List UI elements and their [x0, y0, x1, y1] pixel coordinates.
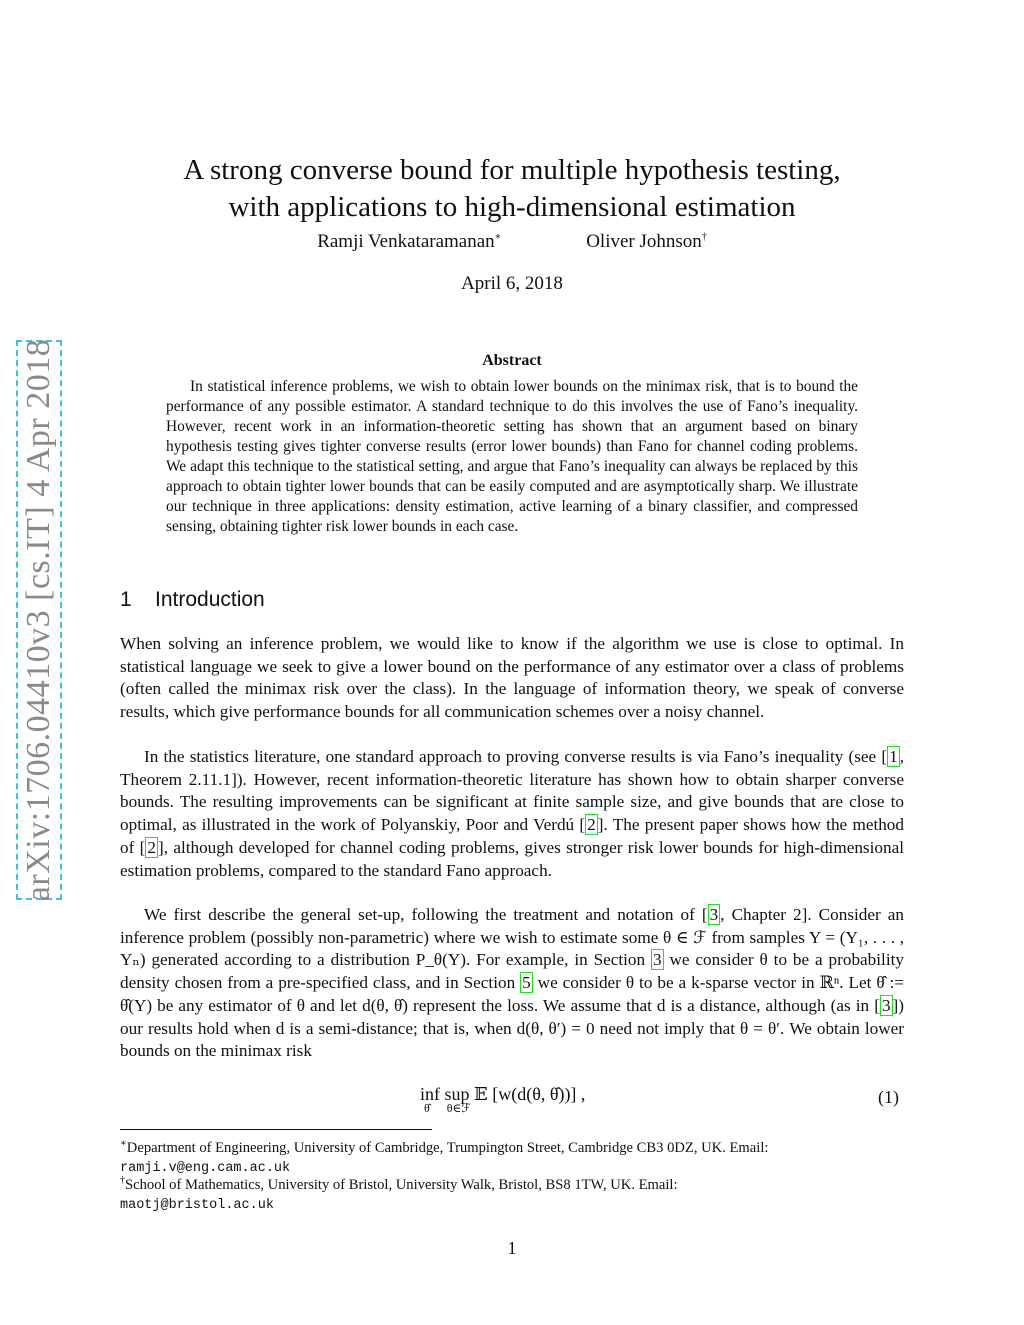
- footnote-1: ∗Department of Engineering, University of Cambridge, Trumpington Street, Cambridge CB3 0DZ, UK. Email: ramji.v@eng.cam.ac.uk: [120, 1138, 769, 1176]
- arxiv-stamp[interactable]: [16, 340, 62, 900]
- citation-link[interactable]: 3: [881, 995, 891, 1015]
- author-list: [0, 231, 1024, 253]
- title-line-2: with applications to high-dimensional estimation: [228, 191, 796, 223]
- paper-title: [0, 152, 1024, 226]
- section-ref-link[interactable]: 5: [522, 973, 531, 993]
- footnote-2: †School of Mathematics, University of Bristol, University Walk, Bristol, BS8 1TW, UK. Email: maotj@bristol.ac.uk: [120, 1175, 678, 1213]
- paragraph-2: In the statistics literature, one standard approach to proving converse results is via Fano’s inequality (see [ 1 , Theorem 2.11.1]). However, recent information-theoretic literature has shown how to obtain sharper converse bounds. The resulting improvements can be significant at finite sample size, and give bounds that are close to optimal, as illustrated in the work of Polyanskiy, Poor and Verdú [ 2 ]. The present paper shows how the method of [ 2 ], although developed for channel coding problems, gives stronger risk lower bounds for high-dimensional estimation problems, compared to the standard Fano approach.: [120, 747, 904, 880]
- section-number: 1: [120, 588, 132, 611]
- section-heading: [120, 588, 265, 612]
- equation-number: (1): [878, 1087, 899, 1107]
- citation-link[interactable]: 3: [709, 905, 719, 924]
- arxiv-stamp-text: arXiv:1706.04410v3 [cs.IT] 4 Apr 2018: [20, 338, 57, 902]
- email-link[interactable]: ramji.v@eng.cam.ac.uk: [120, 1160, 291, 1176]
- eq-sub-sup: θ∈ℱ: [446, 1101, 471, 1115]
- equation-minimax-risk: inf sup 𝔼 [w(d(θ, θ̂))] , θ̂ θ∈ℱ: [420, 1084, 586, 1115]
- publication-date: April 6, 2018: [461, 273, 563, 294]
- author-1: Ramji Venkataramanan∗: [317, 231, 502, 252]
- abstract-text: In statistical inference problems, we wish to obtain lower bounds on the minimax risk, that is to bound the performance of any possible estimator. A standard technique to do this involves the use of Fano’s inequality. However, recent work in an information-theoretic setting has shown that an argument based on binary hypothesis testing gives tighter converse results (error lower bounds) than Fano for channel coding problems. We adapt this technique to the statistical setting, and argue that Fano’s inequality can always be replaced by this approach to obtain tighter lower bounds that can be easily computed and are asymptotically sharp. We illustrate our technique in three applications: density estimation, active learning of a binary classifier, and compressed sensing, obtaining tighter risk lower bounds in each case.: [166, 378, 858, 535]
- footnote-divider: [120, 1129, 432, 1130]
- eq-sub-inf: θ̂: [424, 1101, 430, 1115]
- email-link[interactable]: maotj@bristol.ac.uk: [120, 1197, 274, 1213]
- citation-link[interactable]: 2: [147, 837, 156, 857]
- paragraph-1: When solving an inference problem, we would like to know if the algorithm we use is close to optimal. In statistical language we seek to give a lower bound on the performance of any estimator over a class of problems (often called the minimax risk over the class). In the language of information theory, we speak of converse results, which give performance bounds for all communication schemes over a noisy channel.: [120, 634, 904, 722]
- title-line-1: A strong converse bound for multiple hypothesis testing,: [183, 154, 841, 186]
- paragraph-3: We first describe the general set-up, following the treatment and notation of [ 3 , Chapter 2]. Consider an inference problem (possibly non-parametric) where we wish to estimate some θ ∈ ℱ from samples Y = (Y₁, . . . , Yₙ) generated according to a distribution P_θ(Y). For example, in Section 3 we consider θ to be a probability density chosen from a pre-specified class, and in Section 5 we consider θ to be a k-sparse vector in ℝⁿ. Let θ̂ := θ̂(Y) be any estimator of θ and let d(θ, θ̂) represent the loss. We assume that d is a distance, although (as in [ 3 ]) our results hold when d is a semi-distance; that is, when d(θ, θ′) = 0 need not imply that θ = θ′. We obtain lower bounds on the minimax risk: [120, 905, 904, 1061]
- citation-link[interactable]: 2: [587, 815, 596, 835]
- section-ref-link[interactable]: 3: [653, 950, 662, 970]
- page-number: 1: [507, 1238, 517, 1258]
- abstract-heading: Abstract: [482, 352, 542, 369]
- author-2: Oliver Johnson†: [586, 231, 707, 252]
- citation-link[interactable]: 1: [889, 747, 898, 766]
- section-title: Introduction: [155, 588, 265, 611]
